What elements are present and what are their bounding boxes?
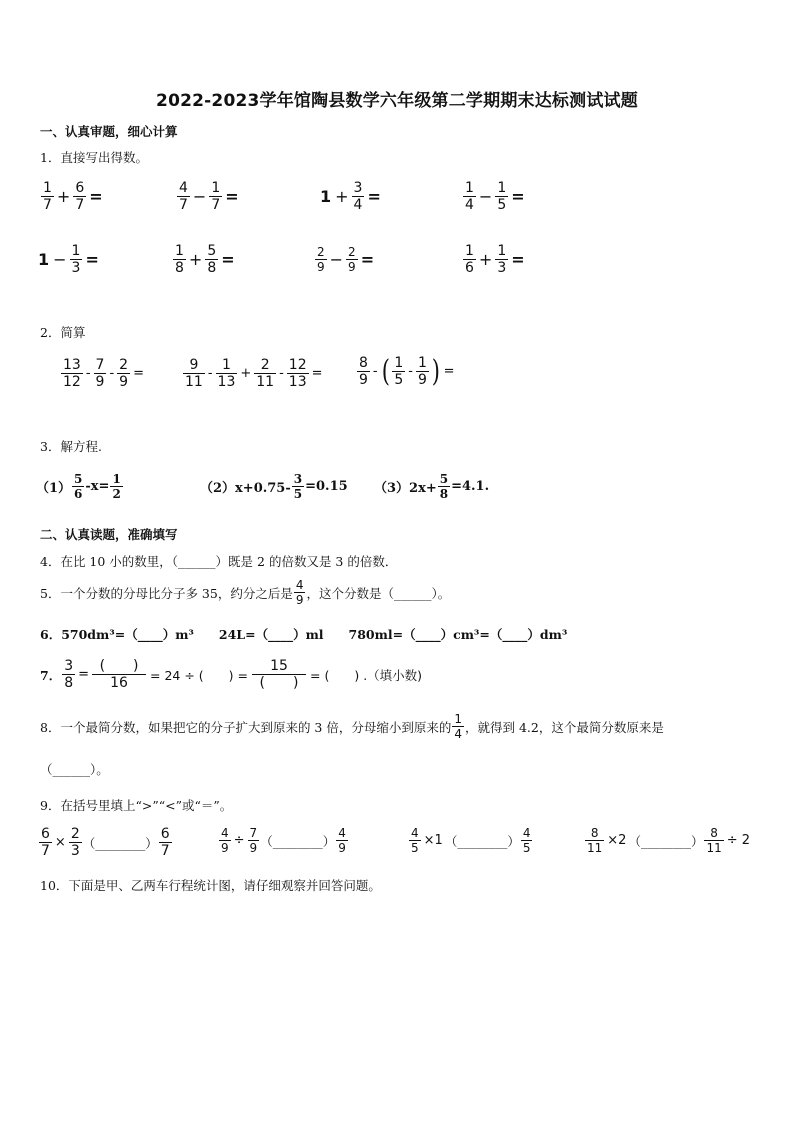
operator: - xyxy=(408,364,413,379)
q2-expr-1 xyxy=(60,357,146,390)
operator: - xyxy=(207,366,213,381)
fraction: $\frac{1}{7}$ xyxy=(211,180,221,213)
answer-blank[interactable]: （________） xyxy=(628,833,704,849)
fraction: $\frac{15}{( )}$ xyxy=(252,658,306,691)
operator: − xyxy=(192,187,207,206)
q2-expr-3 xyxy=(356,355,457,388)
fraction: $\frac{1}{6}$ xyxy=(465,243,474,276)
answer-blank[interactable]: （________） xyxy=(260,833,336,849)
question-8-answer-line: （______）。 xyxy=(40,762,109,777)
operator: ÷ xyxy=(233,833,245,848)
fraction: $\frac{8}{9}$ xyxy=(359,355,368,388)
equals-sign: = xyxy=(221,250,235,269)
fraction: $\frac{1}{5}$ xyxy=(497,180,507,213)
fraction: $\frac{2}{9}$ xyxy=(348,245,356,274)
operator: ×2 xyxy=(607,833,627,848)
fraction: $\frac{5}{6}$ xyxy=(74,472,83,501)
fraction: $\frac{1}{2}$ xyxy=(112,472,121,501)
q1-expr-3 xyxy=(318,180,383,213)
fraction: $\frac{6}{7}$ xyxy=(160,826,170,859)
question-4: 4．在比 10 小的数里，（______）既是 2 的倍数又是 3 的倍数． xyxy=(40,554,398,569)
fraction: $\frac{1}{3}$ xyxy=(497,243,507,276)
equals-sign: = xyxy=(360,250,375,269)
equals-sign: = xyxy=(225,187,239,206)
right-parenthesis: ) xyxy=(431,353,440,389)
question-10: 10．下面是甲、乙两车行程统计图，请仔细观察并回答问题。 xyxy=(40,878,381,893)
fraction: $\frac{2}{11}$ xyxy=(256,357,275,390)
q3-equation-1 xyxy=(36,472,124,501)
operator: ×1 xyxy=(423,833,443,848)
q9-item-4 xyxy=(584,826,752,855)
q1-expr-6 xyxy=(172,243,237,276)
q1-expr-5 xyxy=(36,243,101,276)
operator: - xyxy=(279,366,284,381)
question-6: 6．570dm³=（____）m³ 24L=（____）ml 780ml=（____）cm³=（____）dm³ xyxy=(40,627,568,642)
fraction: $\frac{4}{9}$ xyxy=(221,826,229,855)
equals-sign: = xyxy=(85,250,99,269)
q8-text: 8．一个最简分数，如果把它的分子扩大到原来的 3 倍，分母缩小到原来的 xyxy=(40,719,452,735)
equals-sign: = xyxy=(89,187,103,206)
operator: + xyxy=(335,187,349,206)
fraction: $\frac{4}{9}$ xyxy=(295,578,304,607)
operator: × xyxy=(54,835,66,850)
equation-prefix: （2）x+0.75- xyxy=(200,481,291,496)
page-title: 2022-2023学年馆陶县数学六年级第二学期期末达标测试试题 xyxy=(156,91,638,111)
operator: - xyxy=(85,366,91,381)
q9-item-1 xyxy=(38,826,173,859)
q1-expr-1 xyxy=(40,180,105,213)
equals-sign: = xyxy=(78,667,90,682)
q1-expr-4 xyxy=(462,180,527,213)
operator: + xyxy=(56,187,71,206)
fraction: $\frac{5}{8}$ xyxy=(439,472,449,501)
question-7 xyxy=(40,658,422,691)
fraction: $\frac{2}{9}$ xyxy=(119,357,129,390)
fraction: $\frac{4}{9}$ xyxy=(338,826,346,855)
q5-text-end: ，这个分数是（______）。 xyxy=(306,585,451,601)
fraction: $\frac{4}{7}$ xyxy=(179,180,188,213)
fraction: $\frac{4}{5}$ xyxy=(411,826,419,855)
question-2-label: 2．简算 xyxy=(40,325,86,340)
whole-number: 1 xyxy=(38,250,50,269)
fraction: $\frac{8}{11}$ xyxy=(587,826,603,855)
q1-text: 1．直接写出得数。 xyxy=(40,150,148,165)
whole-number: 1 xyxy=(320,187,332,206)
equation-suffix: =4.1. xyxy=(451,479,490,494)
section-2-heading: 二、认真读题，准确填写 xyxy=(40,527,178,542)
fraction: $\frac{1}{13}$ xyxy=(217,357,236,390)
fraction: $\frac{2}{9}$ xyxy=(317,245,325,274)
fraction: $\frac{1}{9}$ xyxy=(417,355,427,388)
fraction: $\frac{8}{11}$ xyxy=(706,826,722,855)
fraction: $\frac{1}{7}$ xyxy=(43,180,52,213)
q9-item-3 xyxy=(408,826,533,855)
equals-sign: = xyxy=(367,187,381,206)
operator: + xyxy=(188,250,203,269)
question-9-label: 9．在括号里填上“>”“<”或“＝”。 xyxy=(40,798,233,813)
operator: + xyxy=(478,250,493,269)
fraction: $\frac{7}{9}$ xyxy=(249,826,258,855)
fraction: $\frac{3}{8}$ xyxy=(64,658,74,691)
left-parenthesis: ( xyxy=(381,353,390,389)
fraction: $\frac{6}{7}$ xyxy=(41,826,50,859)
question-8 xyxy=(40,712,664,741)
equation-prefix: （1） xyxy=(36,481,72,496)
q8-text-end: ，就得到 4.2，这个最简分数原来是 xyxy=(465,719,664,735)
question-5 xyxy=(40,578,450,607)
fraction: $\frac{13}{12}$ xyxy=(63,357,81,390)
operator: − xyxy=(53,250,67,269)
fraction: $\frac{7}{9}$ xyxy=(95,357,105,390)
q9-item-2 xyxy=(218,826,349,855)
equation-prefix: （3）2x+ xyxy=(374,481,437,496)
question-1-label xyxy=(40,148,148,166)
operator: + xyxy=(240,366,252,381)
answer-blank[interactable]: （________） xyxy=(444,833,520,849)
equals-sign: = xyxy=(511,250,525,269)
q1-expr-8 xyxy=(462,243,527,276)
fraction: $\frac{6}{7}$ xyxy=(75,180,85,213)
fraction: $\frac{9}{11}$ xyxy=(185,357,203,390)
fraction: $\frac{1}{5}$ xyxy=(394,355,404,388)
fraction: $\frac{1}{8}$ xyxy=(175,243,184,276)
section-1-heading: 一、认真审题，细心计算 xyxy=(40,124,178,139)
operator: − xyxy=(478,187,493,206)
q7-tail: = ( ) .（填小数) xyxy=(310,667,423,683)
operator: ÷ 2 xyxy=(726,833,751,848)
equation-middle: -x= xyxy=(85,479,110,494)
fraction: $\frac{( )}{16}$ xyxy=(92,658,146,691)
equals-sign: = xyxy=(443,364,455,379)
fraction: $\frac{3}{5}$ xyxy=(293,472,303,501)
equation-suffix: =0.15 xyxy=(305,479,348,494)
q1-expr-7 xyxy=(314,245,376,274)
question-3-label: 3．解方程. xyxy=(40,439,102,454)
q2-expr-2 xyxy=(182,357,325,390)
fraction: $\frac{1}{4}$ xyxy=(454,712,462,741)
fraction: $\frac{1}{3}$ xyxy=(71,243,81,276)
equals-sign: = xyxy=(511,187,525,206)
answer-blank[interactable]: （________） xyxy=(82,835,158,851)
equals-sign: = xyxy=(311,366,323,381)
fraction: $\frac{12}{13}$ xyxy=(288,357,307,390)
q3-equation-3 xyxy=(374,472,489,501)
fraction: $\frac{5}{8}$ xyxy=(207,243,217,276)
equals-sign: = xyxy=(133,366,144,381)
q1-expr-2 xyxy=(176,180,241,213)
q5-text: 5．一个分数的分母比分子多 35，约分之后是 xyxy=(40,585,293,601)
q7-middle: = 24 ÷ ( ) = xyxy=(150,667,249,683)
operator: - xyxy=(372,364,378,379)
operator: − xyxy=(329,250,344,269)
fraction: $\frac{3}{4}$ xyxy=(353,180,363,213)
fraction: $\frac{2}{3}$ xyxy=(70,826,80,859)
fraction: $\frac{4}{5}$ xyxy=(522,826,531,855)
operator: - xyxy=(109,366,115,381)
q3-equation-2 xyxy=(200,472,348,501)
fraction: $\frac{1}{4}$ xyxy=(465,180,474,213)
q7-number: 7． xyxy=(40,667,62,683)
